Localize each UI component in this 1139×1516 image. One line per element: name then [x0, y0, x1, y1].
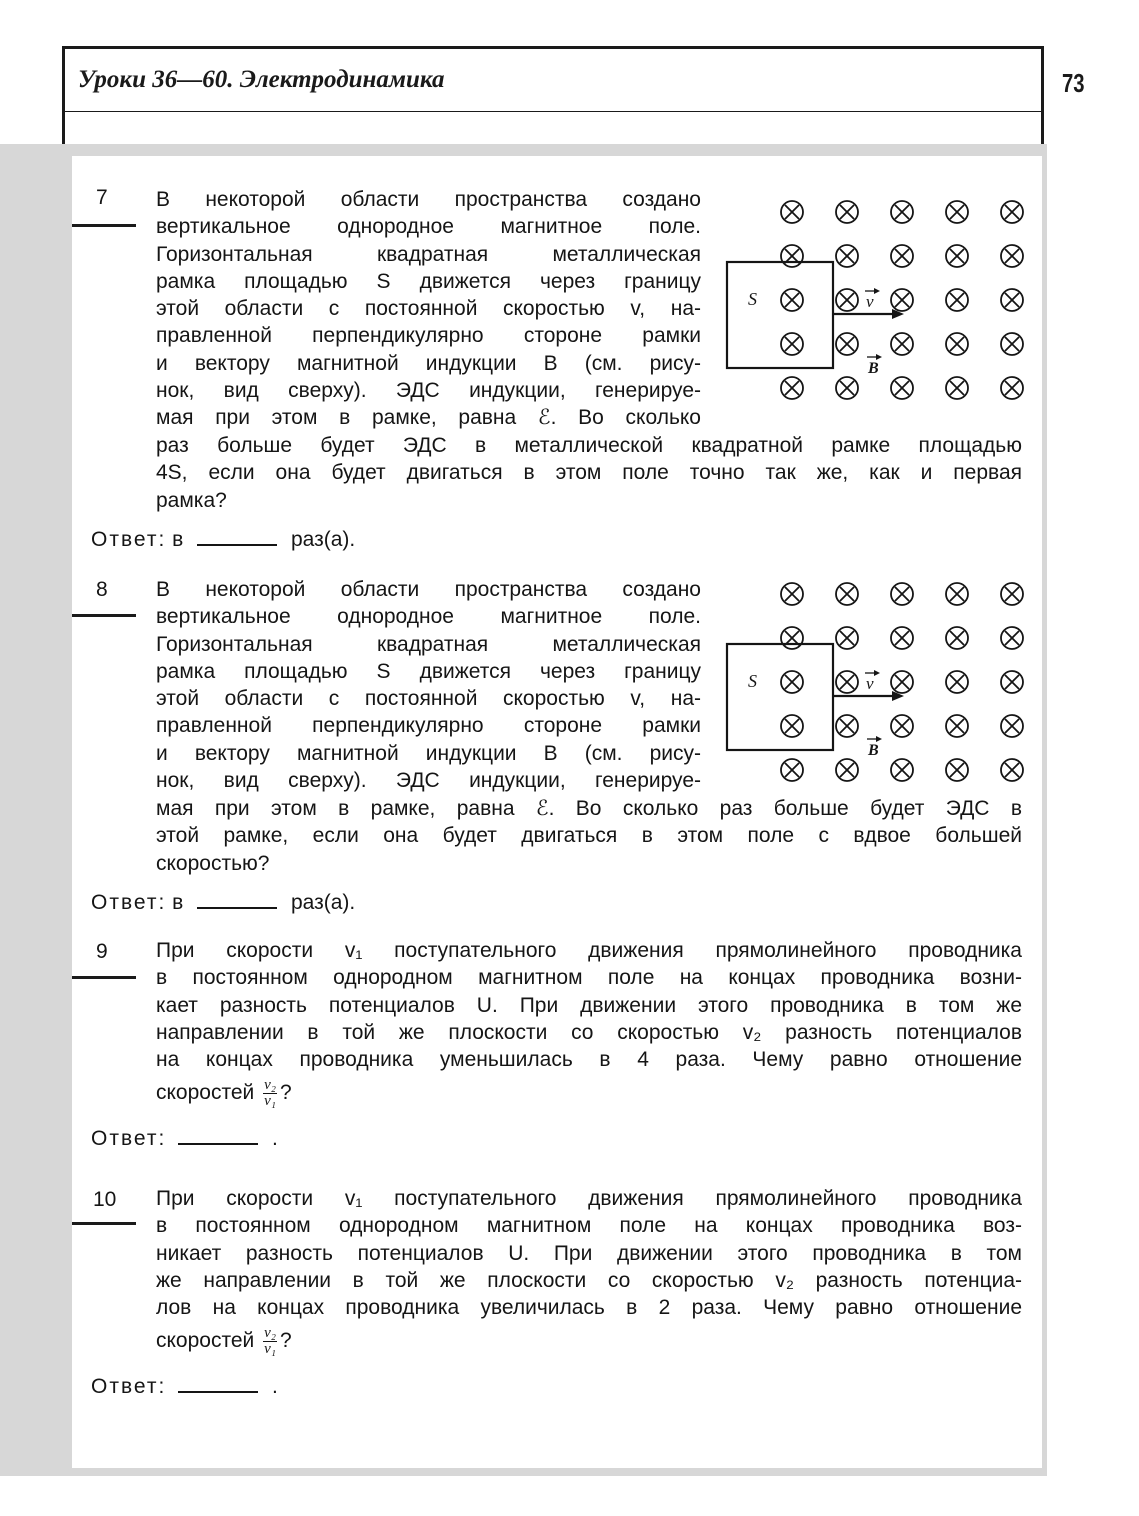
field-into-page-icon: [836, 377, 858, 399]
field-into-page-icon: [1001, 627, 1023, 649]
field-into-page-icon: [891, 583, 913, 605]
task-10-line: же направлении в той же плоскости со скоростью v₂ разность потенциа-: [156, 1268, 1022, 1292]
task-7-line: В некоторой области пространства создано: [156, 188, 701, 211]
field-into-page-icon: [836, 627, 858, 649]
field-into-page-icon: [946, 377, 968, 399]
field-into-page-icon: [946, 333, 968, 355]
field-into-page-icon: [1001, 333, 1023, 355]
answer-end: .: [272, 1127, 278, 1150]
task-7-bar: [72, 224, 136, 227]
field-into-page-icon: [1001, 201, 1023, 223]
field-into-page-icon: [891, 333, 913, 355]
field-into-page-icon: [946, 627, 968, 649]
field-into-page-icon: [1001, 715, 1023, 737]
answer-blank[interactable]: [178, 1373, 258, 1393]
square-frame: [727, 644, 833, 750]
field-into-page-icon: [1001, 245, 1023, 267]
task-8-line: вертикальное однородное магнитное поле.: [156, 605, 701, 629]
task-7-line: этой области с постоянной скоростью v, на-: [156, 297, 701, 321]
task-10-line: в постоянном однородном магнитном поле на концах проводника воз-: [156, 1214, 1022, 1238]
field-into-page-icon: [1001, 759, 1023, 781]
field-into-page-icon: [781, 245, 803, 267]
task-8-line: скоростью?: [156, 851, 270, 875]
answer-end: .: [272, 1375, 278, 1398]
field-into-page-icon: [891, 201, 913, 223]
field-into-page-icon: [836, 333, 858, 355]
task-7-answer: [91, 526, 355, 552]
task-9-ratio-line: [156, 1078, 292, 1109]
ratio-denominator: v₁: [264, 1093, 276, 1109]
answer-prefix: в: [172, 891, 184, 914]
answer-label: Ответ:: [91, 891, 167, 914]
task-8-line: Горизонтальная квадратная металлическая: [156, 632, 701, 656]
task-8-line: этой области с постоянной скоростью v, на-: [156, 687, 701, 711]
velocity-label: v: [866, 674, 874, 693]
field-label: B: [868, 360, 879, 377]
field-into-page-icon: [836, 201, 858, 223]
task-9-line: в постоянном однородном магнитном поле на концах проводника возни-: [156, 966, 1022, 990]
task-9-line: на концах проводника уменьшилась в 4 раза. Чему равно отношение: [156, 1048, 1022, 1072]
velocity-vector-mark-head: [874, 670, 880, 676]
answer-label: Ответ:: [91, 1127, 167, 1150]
ratio-denominator: v₁: [264, 1341, 276, 1357]
field-into-page-icon: [781, 671, 803, 693]
field-vector-mark-head: [876, 354, 882, 360]
page-number: 73: [1062, 68, 1085, 98]
field-into-page-icon: [946, 201, 968, 223]
task-9-bar: [72, 976, 136, 979]
field-into-page-icon: [946, 671, 968, 693]
field-vector-mark-head: [876, 736, 882, 742]
field-into-page-icon: [836, 583, 858, 605]
task-9-text: [156, 937, 1022, 1073]
field-into-page-icon: [946, 759, 968, 781]
field-label: B: [868, 742, 879, 759]
task-8-line: этой рамке, если она будет двигаться в этом поле с вдвое большей: [156, 824, 1022, 848]
field-into-page-icon: [891, 715, 913, 737]
velocity-label: v: [866, 292, 874, 311]
task-9-line: При скорости v₁ поступательного движения прямолинейного проводника: [156, 939, 1022, 962]
ratio-prefix: скоростей: [156, 1081, 255, 1105]
task-7-line: и вектору магнитной индукции B (см. рису-: [156, 351, 701, 375]
task-7-line: рамка?: [156, 488, 227, 512]
field-into-page-icon: [891, 627, 913, 649]
task-8-line: рамка площадью S движется через границу: [156, 659, 701, 683]
field-into-page-icon: [836, 759, 858, 781]
field-into-page-icon: [781, 333, 803, 355]
task-7-line: вертикальное однородное магнитное поле.: [156, 215, 701, 239]
field-into-page-icon: [891, 377, 913, 399]
ratio-question: ?: [279, 1081, 292, 1105]
task-7-line: раз больше будет ЭДС в металлической квадратной рамке площадью: [156, 434, 1022, 457]
field-into-page-icon: [1001, 583, 1023, 605]
answer-suffix: раз(а).: [291, 528, 356, 551]
task-10-text: [156, 1185, 1022, 1321]
task-9-line: кает разность потенциалов U. При движении этого проводника в том же: [156, 993, 1022, 1017]
task-8-line: В некоторой области пространства создано: [156, 578, 701, 601]
field-into-page-icon: [781, 715, 803, 737]
field-into-page-icon: [836, 715, 858, 737]
task-8-answer: [91, 889, 355, 915]
frame-area-label: S: [748, 289, 757, 309]
velocity-vector-mark-head: [874, 288, 880, 294]
field-into-page-icon: [891, 759, 913, 781]
field-into-page-icon: [781, 289, 803, 311]
magnetic-field-figure-8: [720, 572, 1040, 787]
task-number-10: 10: [93, 1188, 117, 1211]
task-8-text-bottom: [156, 795, 1022, 877]
field-into-page-icon: [891, 245, 913, 267]
task-7-line: Горизонтальная квадратная металлическая: [156, 242, 701, 266]
task-number-7: 7: [96, 186, 108, 209]
task-10-ratio-line: [156, 1326, 292, 1357]
field-into-page-icon: [781, 201, 803, 223]
task-8-text-top: [156, 576, 701, 794]
task-7-text-top: [156, 186, 701, 432]
task-10-line: При скорости v₁ поступательного движения прямолинейного проводника: [156, 1187, 1022, 1210]
task-8-line: и вектору магнитной индукции B (см. рису-: [156, 741, 701, 765]
task-number-9: 9: [96, 940, 108, 963]
answer-blank[interactable]: [197, 526, 277, 546]
ratio-numerator: v₂: [264, 1325, 276, 1341]
task-8-line: мая при этом в рамке, равна ℰ. Во сколько раз больше будет ЭДС в: [156, 797, 1022, 820]
task-10-line: лов на концах проводника увеличилась в 2 раза. Чему равно отношение: [156, 1296, 1022, 1320]
velocity-ratio: [263, 1078, 277, 1109]
field-into-page-icon: [781, 377, 803, 399]
task-9-line: направлении в той же плоскости со скоростью v₂ разность потенциалов: [156, 1020, 1022, 1044]
frame-area-label: S: [748, 671, 757, 691]
field-into-page-icon: [1001, 289, 1023, 311]
chapter-title: Уроки 36—60. Электродинамика: [78, 66, 445, 93]
field-into-page-icon: [781, 759, 803, 781]
task-7-line: нок, вид сверху). ЭДС индукции, генерируе-: [156, 379, 701, 403]
field-into-page-icon: [836, 245, 858, 267]
task-7-line: рамка площадью S движется через границу: [156, 269, 701, 293]
field-into-page-icon: [946, 583, 968, 605]
field-into-page-icon: [781, 583, 803, 605]
answer-label: Ответ:: [91, 1375, 167, 1398]
ratio-question: ?: [279, 1329, 292, 1353]
task-7-line: мая при этом в рамке, равна ℰ. Во сколько: [156, 406, 701, 430]
field-into-page-icon: [946, 715, 968, 737]
task-8-line: нок, вид сверху). ЭДС индукции, генерируе-: [156, 769, 701, 793]
answer-prefix: в: [172, 528, 184, 551]
header-frame-extension: [62, 112, 1044, 146]
task-7-line: правленной перпендикулярно стороне рамки: [156, 324, 701, 348]
task-number-8: 8: [96, 578, 108, 601]
task-7-line: 4S, если она будет двигаться в этом поле точно так же, как и первая: [156, 461, 1022, 485]
field-into-page-icon: [1001, 671, 1023, 693]
field-into-page-icon: [891, 289, 913, 311]
velocity-ratio: [263, 1326, 277, 1357]
answer-label: Ответ:: [91, 528, 167, 551]
answer-blank[interactable]: [178, 1125, 258, 1145]
ratio-numerator: v₂: [264, 1077, 276, 1093]
answer-suffix: раз(а).: [291, 891, 356, 914]
task-7-text-bottom: [156, 432, 1022, 514]
task-10-line: никает разность потенциалов U. При движении этого проводника в том: [156, 1241, 1022, 1265]
task-9-answer: [91, 1125, 278, 1151]
task-10-answer: [91, 1373, 278, 1399]
field-into-page-icon: [836, 289, 858, 311]
field-into-page-icon: [1001, 377, 1023, 399]
magnetic-field-figure-7: [720, 190, 1040, 405]
answer-blank[interactable]: [197, 889, 277, 909]
field-into-page-icon: [946, 245, 968, 267]
field-into-page-icon: [891, 671, 913, 693]
task-8-line: правленной перпендикулярно стороне рамки: [156, 714, 701, 738]
task-8-bar: [72, 614, 136, 617]
task-10-bar: [72, 1222, 136, 1225]
ratio-prefix: скоростей: [156, 1329, 255, 1353]
field-into-page-icon: [781, 627, 803, 649]
field-into-page-icon: [836, 671, 858, 693]
field-into-page-icon: [946, 289, 968, 311]
square-frame: [727, 262, 833, 368]
